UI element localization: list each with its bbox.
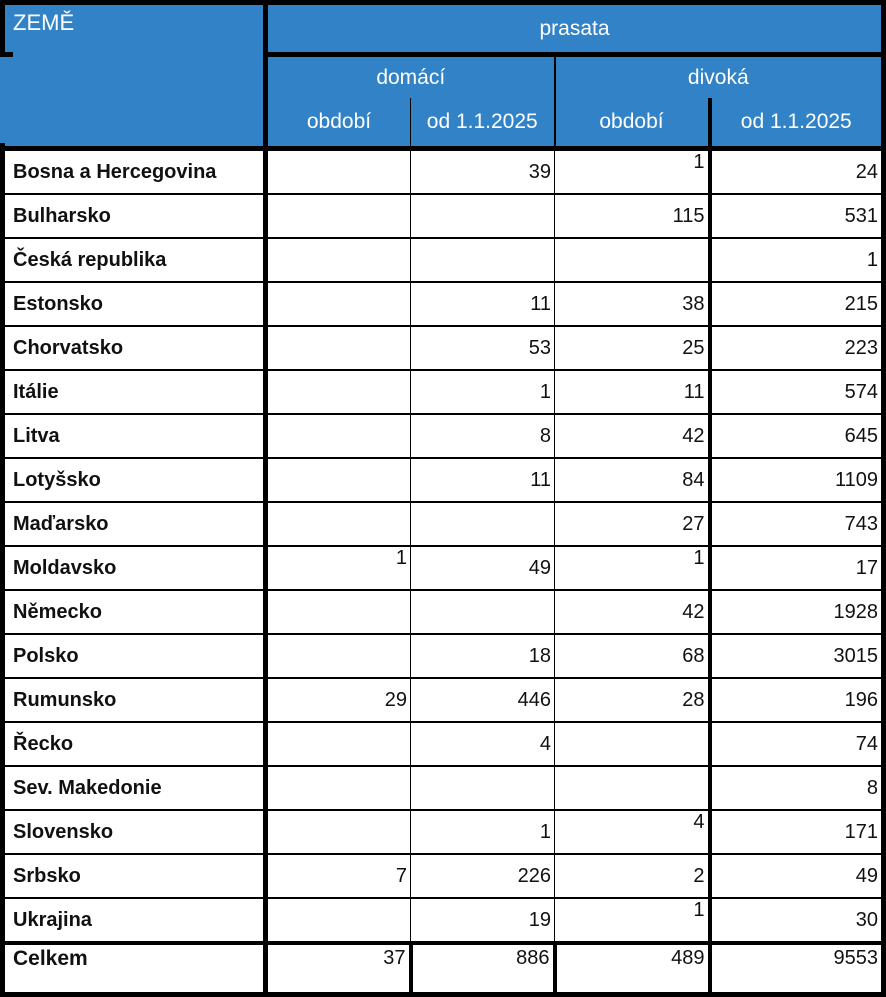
country-cell: Litva [3, 414, 266, 458]
value-cell: 8 [710, 766, 884, 810]
value-cell [266, 722, 411, 766]
value-cell: 11 [411, 458, 555, 502]
value-cell: 17 [710, 546, 884, 590]
country-cell: Maďarsko [3, 502, 266, 546]
country-cell: Ukrajina [3, 898, 266, 943]
table-row [3, 458, 884, 502]
col-header-prasata: prasata [266, 3, 884, 55]
country-cell: Moldavsko [3, 546, 266, 590]
country-cell: Polsko [3, 634, 266, 678]
value-cell: 1109 [710, 458, 884, 502]
col-header-obdobi-divoka: období [555, 98, 710, 149]
col-header-domaci: domácí [266, 55, 555, 99]
table-row [3, 282, 884, 326]
country-cell: Německo [3, 590, 266, 634]
value-cell: 1928 [710, 590, 884, 634]
value-cell: 115 [555, 194, 710, 238]
country-cell: Sev. Makedonie [3, 766, 266, 810]
table-row [3, 502, 884, 546]
col-header-zeme: ZEMĚ [3, 3, 266, 149]
table-row [3, 898, 884, 943]
table-row [3, 854, 884, 898]
table-row [3, 634, 884, 678]
value-cell: 19 [411, 898, 555, 943]
table-row [3, 149, 884, 195]
country-cell: Itálie [3, 370, 266, 414]
value-cell [266, 282, 411, 326]
value-cell: 27 [555, 502, 710, 546]
value-cell: 68 [555, 634, 710, 678]
value-cell: 2 [555, 854, 710, 898]
col-header-divoka: divoká [555, 55, 884, 99]
value-cell: 84 [555, 458, 710, 502]
table-row [3, 194, 884, 238]
value-cell: 39 [411, 149, 555, 195]
value-cell: 42 [555, 590, 710, 634]
value-cell: 11 [411, 282, 555, 326]
value-cell: 28 [555, 678, 710, 722]
value-cell: 226 [411, 854, 555, 898]
value-cell [411, 502, 555, 546]
value-cell: 446 [411, 678, 555, 722]
value-cell [411, 194, 555, 238]
col-header-od-divoka: od 1.1.2025 [710, 98, 884, 149]
table-row [3, 414, 884, 458]
table-row [3, 238, 884, 282]
total-label-cell: Celkem [3, 943, 266, 995]
value-cell: 42 [555, 414, 710, 458]
table-row [3, 766, 884, 810]
value-cell: 53 [411, 326, 555, 370]
value-cell [266, 238, 411, 282]
table-row [3, 370, 884, 414]
value-cell: 215 [710, 282, 884, 326]
value-cell [266, 414, 411, 458]
value-cell: 1 [555, 546, 710, 590]
country-cell: Chorvatsko [3, 326, 266, 370]
value-cell: 196 [710, 678, 884, 722]
value-cell [555, 722, 710, 766]
left-border-gap [0, 57, 5, 143]
value-cell [266, 194, 411, 238]
value-cell [266, 149, 411, 195]
total-value-cell: 9553 [710, 943, 884, 995]
value-cell: 1 [555, 898, 710, 943]
total-value-cell: 886 [411, 943, 555, 995]
country-cell: Rumunsko [3, 678, 266, 722]
value-cell: 25 [555, 326, 710, 370]
value-cell: 1 [411, 810, 555, 854]
value-cell: 743 [710, 502, 884, 546]
value-cell: 74 [710, 722, 884, 766]
value-cell [411, 766, 555, 810]
value-cell [266, 810, 411, 854]
table-row [3, 590, 884, 634]
col-header-od-domaci: od 1.1.2025 [411, 98, 555, 149]
value-cell: 24 [710, 149, 884, 195]
country-cell: Česká republika [3, 238, 266, 282]
table-row [3, 810, 884, 854]
table-row [3, 678, 884, 722]
value-cell [266, 766, 411, 810]
value-cell: 1 [555, 149, 710, 195]
total-value-cell: 37 [266, 943, 411, 995]
value-cell: 49 [710, 854, 884, 898]
value-cell: 30 [710, 898, 884, 943]
value-cell: 11 [555, 370, 710, 414]
value-cell [266, 898, 411, 943]
value-cell: 645 [710, 414, 884, 458]
value-cell [266, 326, 411, 370]
country-cell: Srbsko [3, 854, 266, 898]
value-cell: 29 [266, 678, 411, 722]
value-cell: 4 [411, 722, 555, 766]
value-cell: 7 [266, 854, 411, 898]
value-cell: 3015 [710, 634, 884, 678]
value-cell: 4 [555, 810, 710, 854]
value-cell: 18 [411, 634, 555, 678]
value-cell: 1 [411, 370, 555, 414]
col-header-obdobi-domaci: období [266, 98, 411, 149]
value-cell [266, 458, 411, 502]
country-cell: Lotyšsko [3, 458, 266, 502]
value-cell [266, 502, 411, 546]
table-row [3, 326, 884, 370]
value-cell [555, 766, 710, 810]
header-row-top [3, 3, 884, 55]
value-cell [555, 238, 710, 282]
table-row [3, 722, 884, 766]
value-cell [411, 590, 555, 634]
total-value-cell: 489 [555, 943, 710, 995]
country-cell: Řecko [3, 722, 266, 766]
value-cell [266, 634, 411, 678]
value-cell: 8 [411, 414, 555, 458]
country-cell: Estonsko [3, 282, 266, 326]
value-cell [266, 590, 411, 634]
value-cell: 531 [710, 194, 884, 238]
value-cell: 49 [411, 546, 555, 590]
value-cell [411, 238, 555, 282]
total-row [3, 943, 884, 995]
value-cell: 171 [710, 810, 884, 854]
value-cell: 574 [710, 370, 884, 414]
table-row [3, 546, 884, 590]
country-cell: Bosna a Hercegovina [3, 149, 266, 195]
value-cell: 1 [710, 238, 884, 282]
value-cell: 38 [555, 282, 710, 326]
value-cell [266, 370, 411, 414]
value-cell: 223 [710, 326, 884, 370]
country-cell: Bulharsko [3, 194, 266, 238]
country-cell: Slovensko [3, 810, 266, 854]
value-cell: 1 [266, 546, 411, 590]
